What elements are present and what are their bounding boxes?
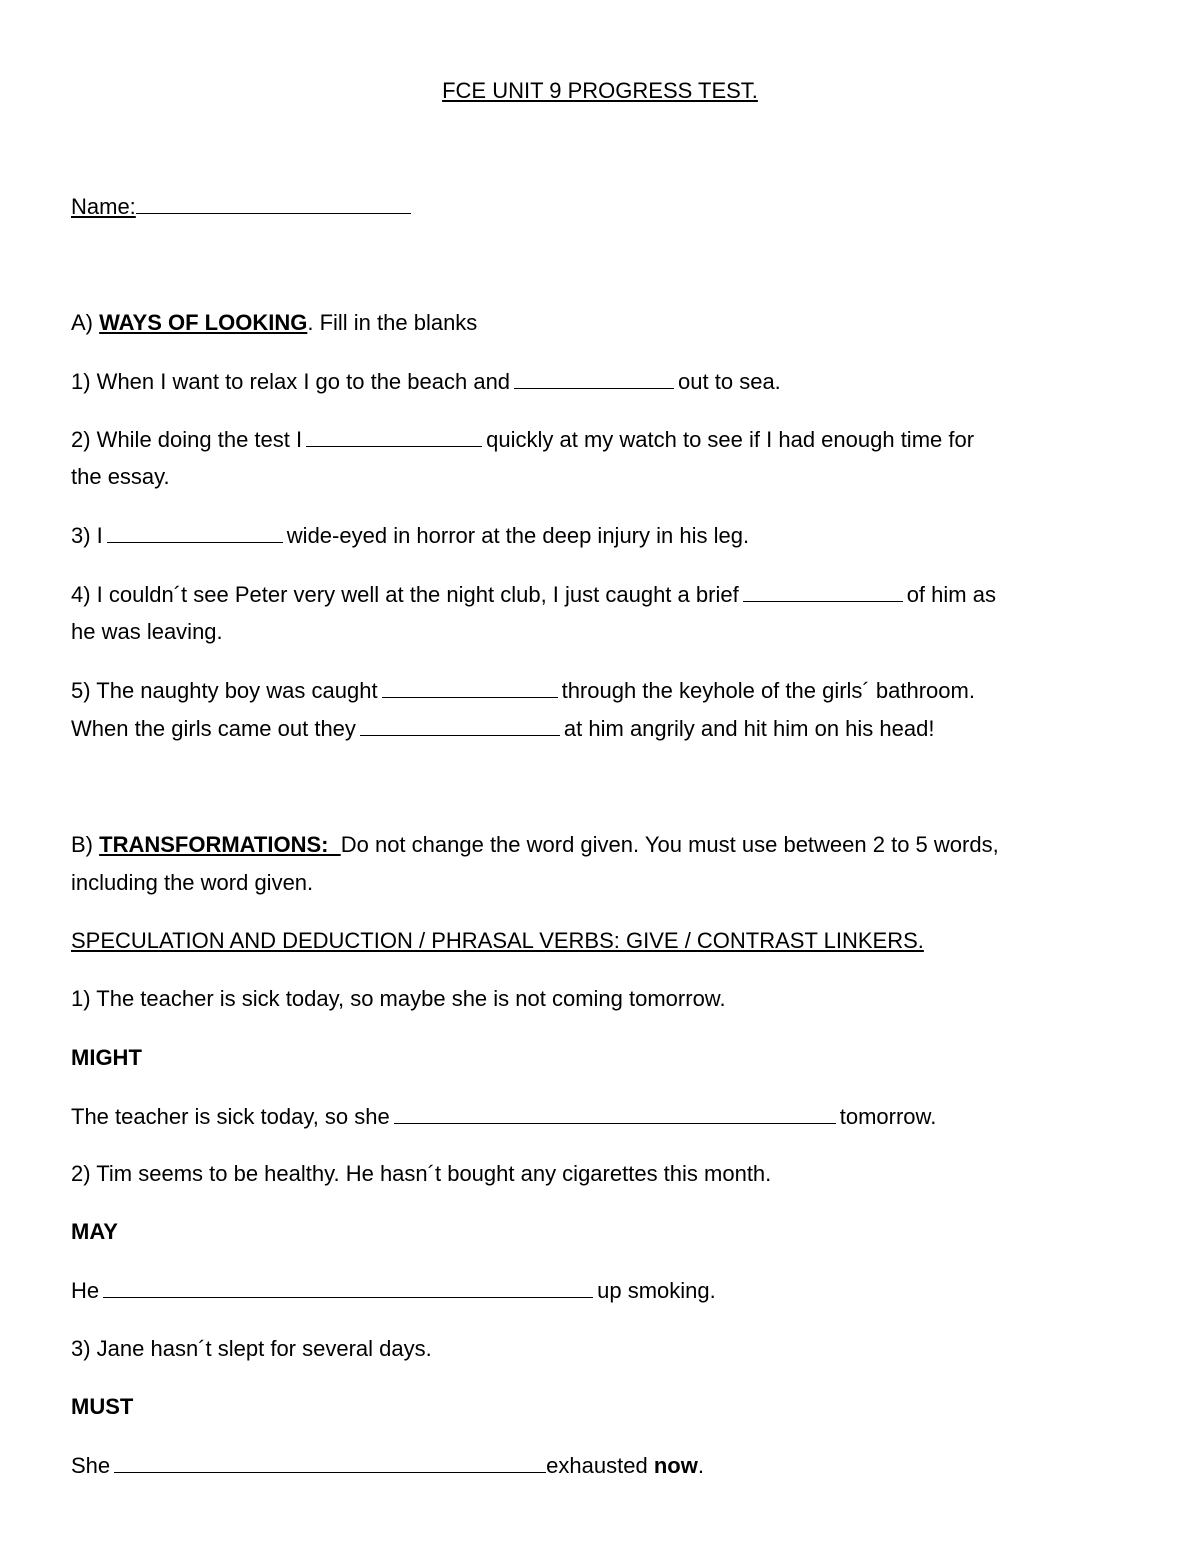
question-b3: 3) Jane hasn´t slept for several days. <box>71 1336 432 1361</box>
question-a2-cont: the essay. <box>71 464 170 489</box>
name-field[interactable]: Name: <box>71 193 411 220</box>
answer-blank[interactable] <box>114 1452 546 1473</box>
section-a-heading: WAYS OF LOOKING <box>99 310 308 335</box>
answer-blank[interactable] <box>107 522 283 543</box>
answer-line-b2: He up smoking. <box>71 1278 716 1303</box>
page-title: FCE UNIT 9 PROGRESS TEST. <box>442 78 758 103</box>
section-b-subheading: SPECULATION AND DEDUCTION / PHRASAL VERBS: GIVE / CONTRAST LINKERS. <box>71 928 924 953</box>
question-b1: 1) The teacher is sick today, so maybe she is not coming tomorrow. <box>71 986 726 1011</box>
answer-blank[interactable] <box>394 1103 836 1124</box>
keyword-b3: MUST <box>71 1394 134 1419</box>
answer-line-b3: She exhausted now. <box>71 1453 704 1478</box>
answer-line-b1: The teacher is sick today, so she tomorrow. <box>71 1104 937 1129</box>
answer-blank[interactable] <box>103 1277 593 1298</box>
keyword-b2: MAY <box>71 1219 118 1244</box>
section-b-header: B) TRANSFORMATIONS: Do not change the word given. You must use between 2 to 5 words, <box>71 832 999 857</box>
section-b-heading: TRANSFORMATIONS: <box>99 832 329 857</box>
answer-blank[interactable] <box>306 426 482 447</box>
keyword-b1: MIGHT <box>71 1045 142 1070</box>
section-b-instruction-cont: including the word given. <box>71 870 314 895</box>
section-a-header: A) WAYS OF LOOKING. Fill in the blanks <box>71 310 478 335</box>
question-a2: 2) While doing the test I quickly at my watch to see if I had enough time for <box>71 427 975 452</box>
question-a3: 3) I wide-eyed in horror at the deep injury in his leg. <box>71 523 750 548</box>
question-b2: 2) Tim seems to be healthy. He hasn´t bought any cigarettes this month. <box>71 1161 772 1186</box>
question-a5-cont: When the girls came out they at him angrily and hit him on his head! <box>71 716 935 741</box>
answer-blank[interactable] <box>360 715 560 736</box>
question-a5: 5) The naughty boy was caught through the keyhole of the girls´ bathroom. <box>71 678 975 703</box>
answer-blank[interactable] <box>514 368 674 389</box>
answer-blank[interactable] <box>743 581 903 602</box>
question-a4: 4) I couldn´t see Peter very well at the night club, I just caught a brief of him as <box>71 582 996 607</box>
question-a4-cont: he was leaving. <box>71 619 223 644</box>
answer-blank[interactable] <box>382 677 558 698</box>
question-a1: 1) When I want to relax I go to the beach and out to sea. <box>71 369 781 394</box>
name-blank[interactable] <box>136 193 411 214</box>
